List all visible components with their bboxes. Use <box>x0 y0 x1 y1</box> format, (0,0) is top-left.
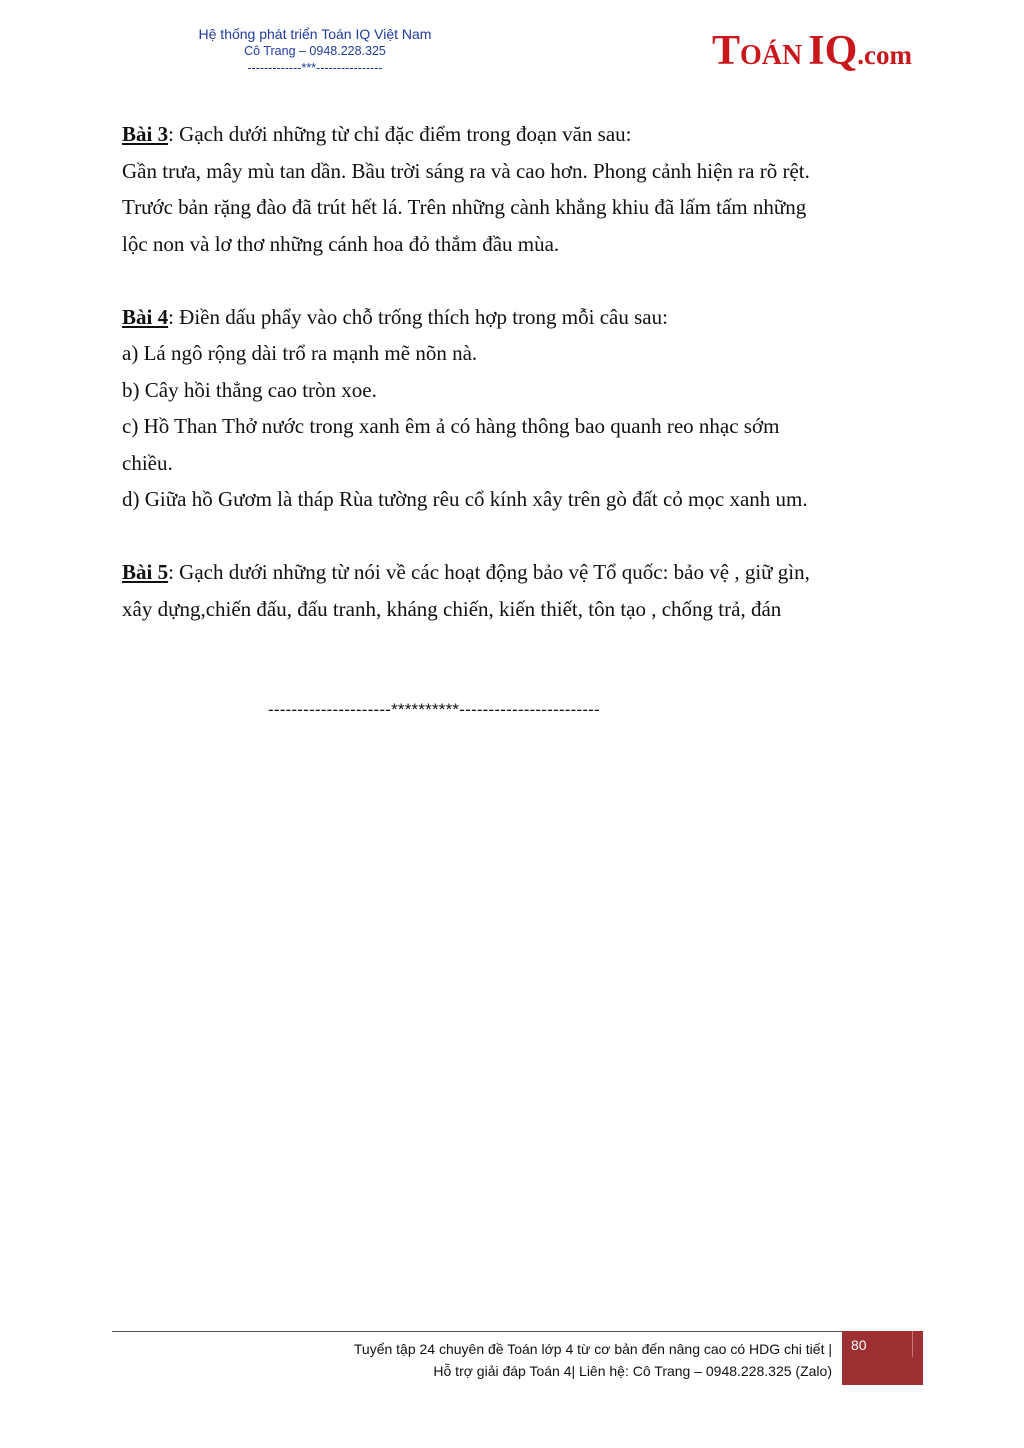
bai4-line: chiều. <box>122 450 173 475</box>
header-org-block <box>150 26 480 77</box>
bai4-label: Bài 4 <box>122 304 169 329</box>
bai5-heading <box>122 554 922 591</box>
header-org-name: Hệ thống phát triển Toán IQ Việt Nam <box>198 26 432 42</box>
bai5-prompt: : Gạch dưới những từ nói về các hoạt động bảo vệ Tổ quốc: bảo vệ , giữ gìn, <box>168 560 810 584</box>
footer-contact: Hỗ trợ giải đáp Toán 4| Liên hệ: Cô Trang – 0948.228.325 (Zalo) <box>433 1363 832 1379</box>
bai4-prompt: : Điền dấu phẩy vào chỗ trống thích hợp trong mỗi câu sau: <box>168 304 668 329</box>
footer-divider <box>112 1331 842 1332</box>
toan-iq-logo: TOÁN IQ.com <box>712 28 912 74</box>
bai3-line: Trước bản rặng đào đã trút hết lá. Trên những cành khẳng khiu đã lấm tấm những <box>122 195 807 219</box>
page-number-box <box>842 1331 923 1385</box>
header-divider: -------------***---------------- <box>247 61 383 75</box>
document-body <box>122 116 922 627</box>
bai3-heading <box>122 116 922 153</box>
bai4-heading <box>122 299 922 336</box>
bai4-line: a) Lá ngô rộng dài trổ ra mạnh mẽ nõn nà. <box>122 341 478 365</box>
page-number: 80 <box>851 1337 867 1353</box>
header-contact: Cô Trang – 0948.228.325 <box>244 44 386 58</box>
bai4-line: b) Cây hồi thẳng cao tròn xoe. <box>122 377 377 402</box>
bai5-line: xây dựng,chiến đấu, đấu tranh, kháng chiến, kiến thiết, tôn tạo , chống trả, đán <box>122 596 782 621</box>
bai5-label: Bài 5 <box>122 560 169 584</box>
footer-title: Tuyển tập 24 chuyên đề Toán lớp 4 từ cơ bản đến nâng cao có HDG chi tiết | <box>353 1341 832 1357</box>
bai4-line: d) Giữa hồ Gươm là tháp Rùa tường rêu cổ kính xây trên gò đất cỏ mọc xanh um. <box>122 487 808 511</box>
bai4-line: c) Hồ Than Thở nước trong xanh êm ả có hàng thông bao quanh reo nhạc sớm <box>122 414 780 438</box>
bai3-label: Bài 3 <box>122 122 169 146</box>
footer-text <box>354 1338 832 1382</box>
bai3-line: lộc non và lơ thơ những cánh hoa đỏ thắm đầu mùa. <box>122 231 560 256</box>
bai3-line: Gần trưa, mây mù tan dần. Bầu trời sáng ra và cao hơn. Phong cảnh hiện ra rõ rệt. <box>122 158 810 183</box>
section-separator: ---------------------**********------------------------ <box>268 700 600 719</box>
bai3-prompt: : Gạch dưới những từ chỉ đặc điểm trong đoạn văn sau: <box>168 122 632 146</box>
page-box-rule <box>912 1331 913 1357</box>
